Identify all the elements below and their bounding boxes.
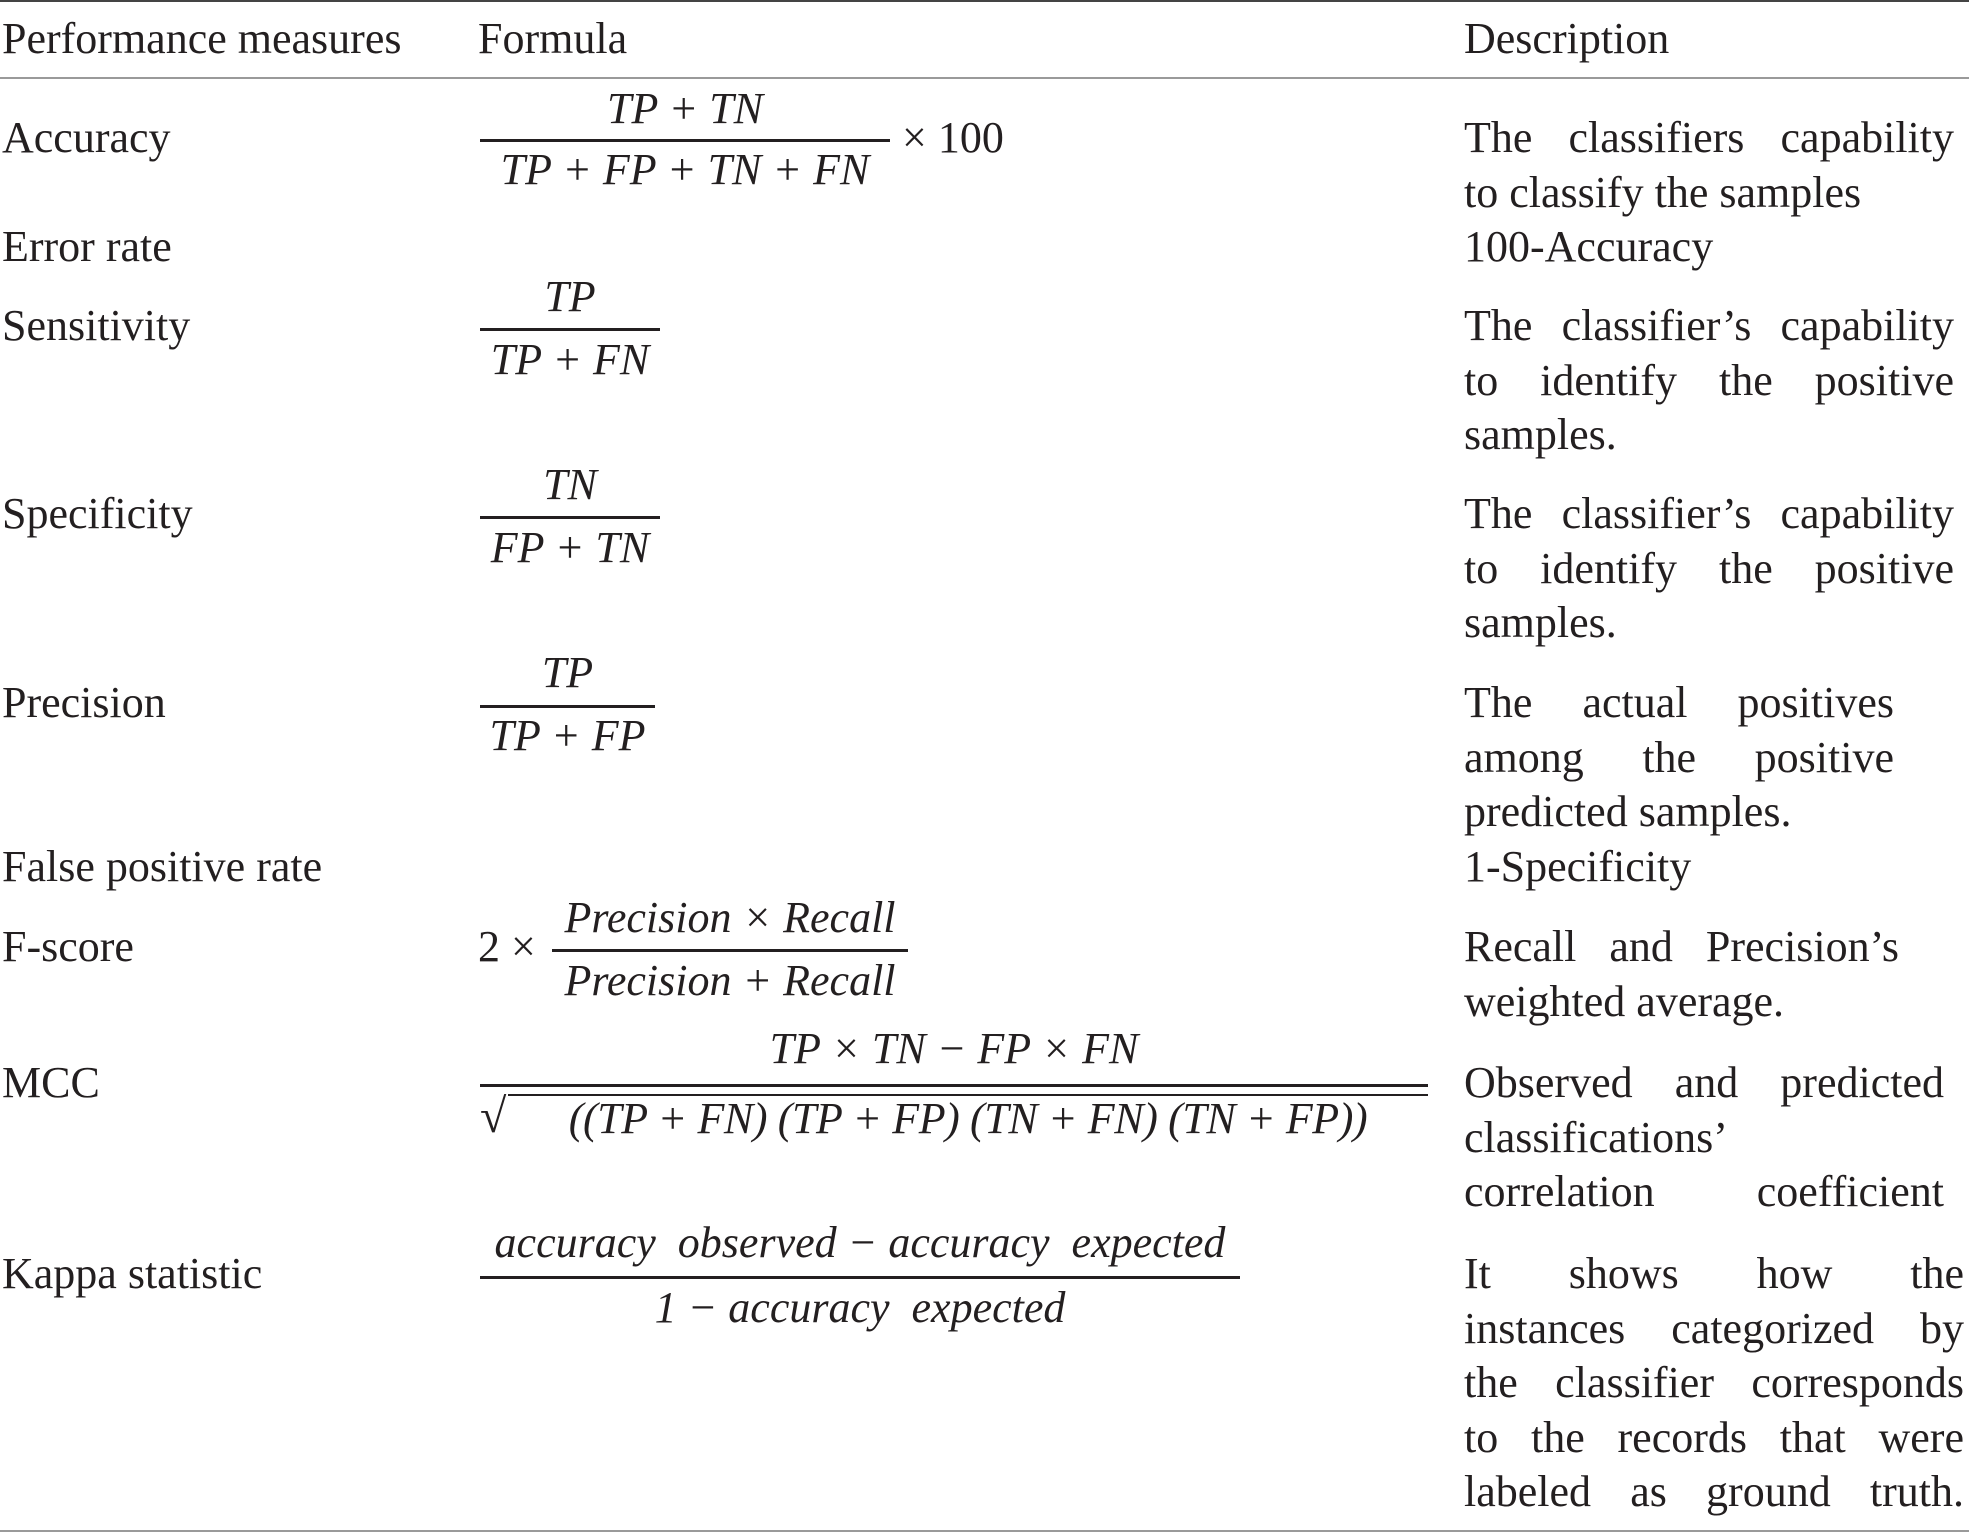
header-rule [0, 77, 1969, 79]
desc-precision [1464, 676, 1894, 840]
accuracy-times-100: × 100 [902, 113, 1004, 162]
sensitivity-fraction-bar [480, 328, 660, 331]
desc-line: The classifier’s capability [1464, 489, 1954, 538]
desc-kappa [1464, 1247, 1964, 1520]
f-score-numerator: Precision × Recall [564, 893, 896, 942]
accuracy-numerator: TP + TN [606, 84, 764, 133]
sensitivity-denominator: TP + FN [490, 335, 650, 384]
desc-line: to identify the positive [1464, 355, 1954, 405]
desc-line: It shows how the [1464, 1249, 1964, 1298]
measure-precision: Precision [2, 678, 166, 727]
specificity-denominator: FP + TN [490, 523, 650, 572]
desc-mcc [1464, 1056, 1944, 1220]
desc-f-score [1464, 920, 1899, 1029]
precision-denominator: TP + FP [489, 711, 646, 760]
accuracy-denominator: TP + FP + TN + FN [500, 145, 870, 194]
desc-specificity [1464, 487, 1954, 651]
sqrt-icon: √ [480, 1090, 507, 1143]
specificity-fraction-bar [480, 516, 660, 519]
measure-kappa-statistic: Kappa statistic [2, 1249, 263, 1298]
desc-line: samples. [1464, 598, 1617, 647]
desc-false-positive-rate [1464, 840, 1954, 895]
header-performance-measures: Performance measures [2, 14, 402, 63]
desc-line: classifications’ [1464, 1112, 1728, 1162]
measure-false-positive-rate: False positive rate [2, 842, 323, 891]
measure-accuracy: Accuracy [2, 113, 171, 162]
bottom-rule [0, 1530, 1969, 1532]
kappa-numerator: accuracy observed − accuracy expected [494, 1218, 1226, 1267]
mcc-fraction-bar [480, 1084, 1428, 1087]
header-description: Description [1464, 14, 1670, 63]
desc-line: the classifier corresponds [1464, 1358, 1964, 1407]
kappa-fraction-bar [480, 1276, 1240, 1279]
precision-fraction-bar [480, 705, 655, 708]
desc-line: to the records that were [1464, 1412, 1964, 1462]
kappa-denominator: 1 − accuracy expected [654, 1283, 1066, 1332]
desc-line: correlation coefficient [1464, 1167, 1944, 1216]
desc-line: 100-Accuracy [1464, 222, 1714, 271]
desc-line: samples. [1464, 410, 1617, 459]
desc-error-rate [1464, 220, 1954, 275]
accuracy-fraction-bar [480, 139, 890, 142]
sensitivity-numerator: TP [544, 272, 596, 321]
f-score-denominator: Precision + Recall [564, 956, 896, 1005]
desc-line: Recall and Precision’s [1464, 922, 1899, 971]
desc-line: labeled as ground truth. [1464, 1467, 1964, 1516]
desc-line: 1-Specificity [1464, 842, 1692, 891]
desc-sensitivity [1464, 299, 1954, 463]
desc-line: instances categorized by [1464, 1303, 1964, 1353]
specificity-numerator: TN [543, 460, 597, 509]
measure-f-score: F-score [2, 922, 134, 971]
precision-numerator: TP [541, 648, 594, 697]
measure-specificity: Specificity [2, 489, 193, 538]
desc-line: Observed and predicted [1464, 1058, 1944, 1107]
measure-mcc: MCC [2, 1058, 100, 1107]
desc-line: The classifier’s capability [1464, 301, 1954, 350]
desc-line: The actual positives [1464, 678, 1894, 727]
desc-line: The classifiers capability [1464, 113, 1954, 162]
mcc-numerator: TP × TN − FP × FN [769, 1024, 1139, 1073]
measure-sensitivity: Sensitivity [2, 301, 191, 350]
desc-accuracy [1464, 111, 1954, 220]
top-rule [0, 0, 1969, 2]
desc-line: to identify the positive [1464, 543, 1954, 593]
mcc-denominator: ((TP + FN) (TP + FP) (TN + FN) (TN + FP)) [568, 1094, 1368, 1143]
header-formula: Formula [478, 14, 628, 63]
desc-line: predicted samples. [1464, 787, 1792, 836]
f-score-prefix: 2 × [478, 922, 536, 971]
desc-line: weighted average. [1464, 976, 1785, 1026]
desc-line: to classify the samples [1464, 167, 1862, 217]
f-score-fraction-bar [552, 949, 908, 952]
measure-error-rate: Error rate [2, 222, 172, 271]
desc-line: among the positive [1464, 732, 1894, 782]
